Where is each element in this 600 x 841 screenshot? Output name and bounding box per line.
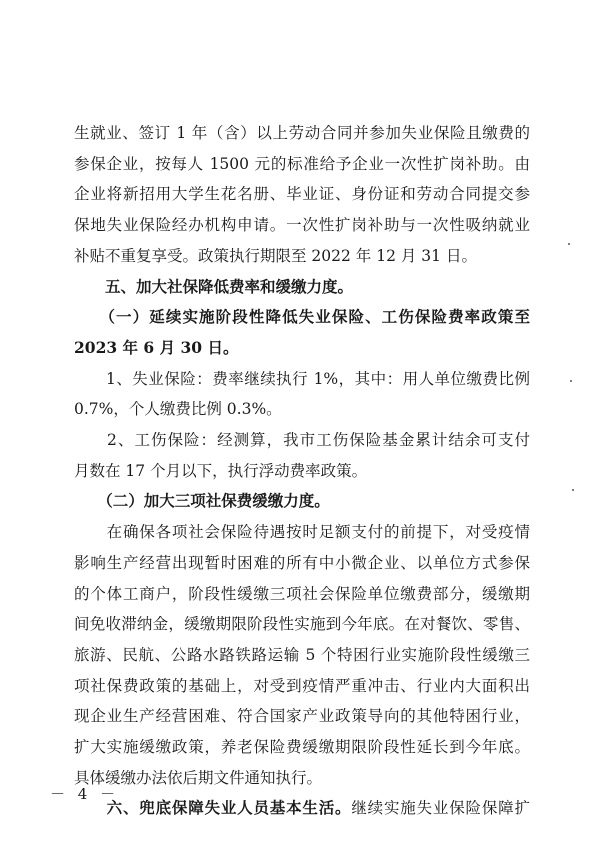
text-line: 五、加大社保降低费率和缓缴力度。 [74,276,354,296]
text-line: 参保企业，按每人 1500 元的标准给予企业一次性扩岗补助。由 [74,154,530,173]
text-line: 2、工伤保险：经测算，我市工伤保险基金累计结余可支付 [74,431,530,449]
text-run: 继续实施失业保险保障扩 [351,799,530,818]
text-line: 补贴不重复享受。政策执行期限至 2022 年 12 月 31 日。 [74,246,477,265]
text-line: 保地失业保险经办机构申请。一次性扩岗补助与一次性吸纳就业 [74,216,530,235]
text-line: 影响生产经营出现暂时困难的所有中小微企业、以单位方式参保 [74,553,530,572]
text-line [74,793,530,823]
text-line: 项社保费政策的基础上，对受到疫情严重冲击、行业内大面积出 [74,676,530,695]
scan-speck [568,243,570,245]
text-line: 现企业生产经营困难、符合国家产业政策导向的其他特困行业， [74,707,530,726]
text-line: 在确保各项社会保险待遇按时足额支付的前提下，对受疫情 [74,523,530,542]
text-line: 生就业、签订 1 年（含）以上劳动合同并参加失业保险且缴费的 [74,124,530,142]
section-heading: 六、兜底保障失业人员基本生活。 [74,798,352,818]
text-line: 具体缓缴办法依后期文件通知执行。 [74,768,323,787]
text-line: 扩大实施缓缴政策，养老保险费缓缴期限阶段性延长到今年底。 [74,738,530,756]
text-line: 旅游、民航、公路水路铁路运输 5 个特困行业实施阶段性缓缴三 [74,645,530,664]
scan-speck [572,489,574,491]
text-line: 月数在 17 个月以下，执行浮动费率政策。 [74,461,368,480]
scan-speck [570,380,572,382]
text-line: 的个体工商户，阶段性缓缴三项社会保险单位缴费部分，缓缴期 [74,584,530,603]
page-number: － 4 － [50,785,120,803]
text-line: （一）延续实施阶段性降低失业保险、工伤保险费率政策至 [74,307,530,327]
text-line: （二）加大三项社保费缓缴力度。 [74,491,330,511]
text-line: 企业将新招用大学生花名册、毕业证、身份证和劳动合同提交参 [74,185,530,204]
text-line: 1、失业保险：费率继续执行 1%，其中：用人单位缴费比例 [74,369,530,388]
text-line: 间免收滞纳金，缓缴期限阶段性实施到今年底。在对餐饮、零售、 [74,615,530,634]
text-line: 0.7%，个人缴费比例 0.3%。 [74,400,282,419]
text-line: 2023 年 6 月 30 日。 [74,337,239,357]
